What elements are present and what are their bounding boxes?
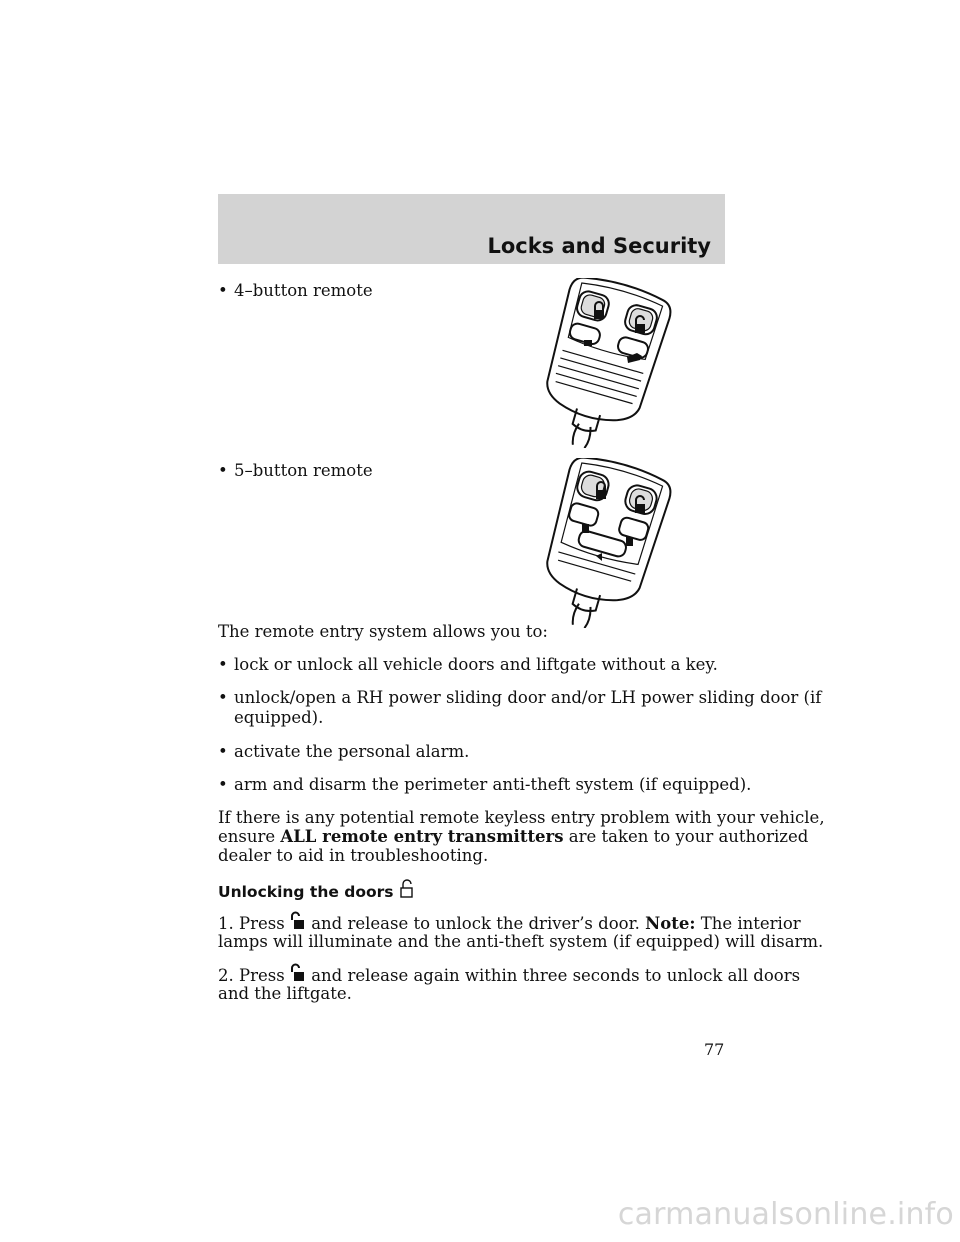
list-item-text: unlock/open a RH power sliding door and/or LH power sliding door (if xyxy=(234,688,822,707)
warning-line-3: dealer to aid in troubleshooting. xyxy=(218,846,489,865)
step-2-press: 2. Press xyxy=(218,966,285,985)
step-1-note: The interior xyxy=(700,914,801,933)
bullet-dot: • xyxy=(218,742,228,761)
unlock-icon xyxy=(290,963,306,983)
step-1-line-2: lamps will illuminate and the anti-theft system (if equipped) will disarm. xyxy=(218,932,824,951)
section-header-band xyxy=(218,194,725,264)
four-button-remote-image xyxy=(534,278,674,448)
four-button-remote-label: 4–button remote xyxy=(234,281,373,300)
warning-line-1: If there is any potential remote keyless entry problem with your vehicle, xyxy=(218,808,825,827)
intro-text: The remote entry system allows you to: xyxy=(218,622,548,641)
list-item-text: activate the personal alarm. xyxy=(234,742,470,761)
step-1-note-label: Note: xyxy=(645,914,696,933)
warning-rest: are taken to your authorized xyxy=(568,827,809,846)
bullet-dot: • xyxy=(218,775,228,794)
list-item-text: lock or unlock all vehicle doors and liftgate without a key. xyxy=(234,655,718,674)
step-2-line-2: and the liftgate. xyxy=(218,984,352,1003)
warning-emphasis: ALL remote entry transmitters xyxy=(280,827,564,846)
watermark: carmanualsonline.info xyxy=(617,1197,954,1232)
bullet-dot: • xyxy=(218,655,228,674)
five-button-remote-image xyxy=(534,458,674,628)
bullet-dot: • xyxy=(218,461,228,480)
step-1-text: and release to unlock the driver’s door. xyxy=(311,914,640,933)
step-1-press: 1. Press xyxy=(218,914,285,933)
page-number: 77 xyxy=(704,1040,725,1059)
step-2-text: and release again within three seconds to unlock all doors xyxy=(311,966,801,985)
unlock-outline-icon xyxy=(399,879,415,899)
bullet-dot: • xyxy=(218,281,228,300)
unlocking-heading-text: Unlocking the doors xyxy=(218,883,394,901)
list-item-text: arm and disarm the perimeter anti-theft system (if equipped). xyxy=(234,775,752,794)
unlock-icon xyxy=(290,911,306,931)
five-button-remote-label: 5–button remote xyxy=(234,461,373,480)
section-title: Locks and Security xyxy=(487,234,711,258)
list-item-text-continued: equipped). xyxy=(234,708,324,727)
warning-ensure: ensure xyxy=(218,827,276,846)
bullet-dot: • xyxy=(218,688,228,707)
unlocking-heading xyxy=(218,879,415,901)
